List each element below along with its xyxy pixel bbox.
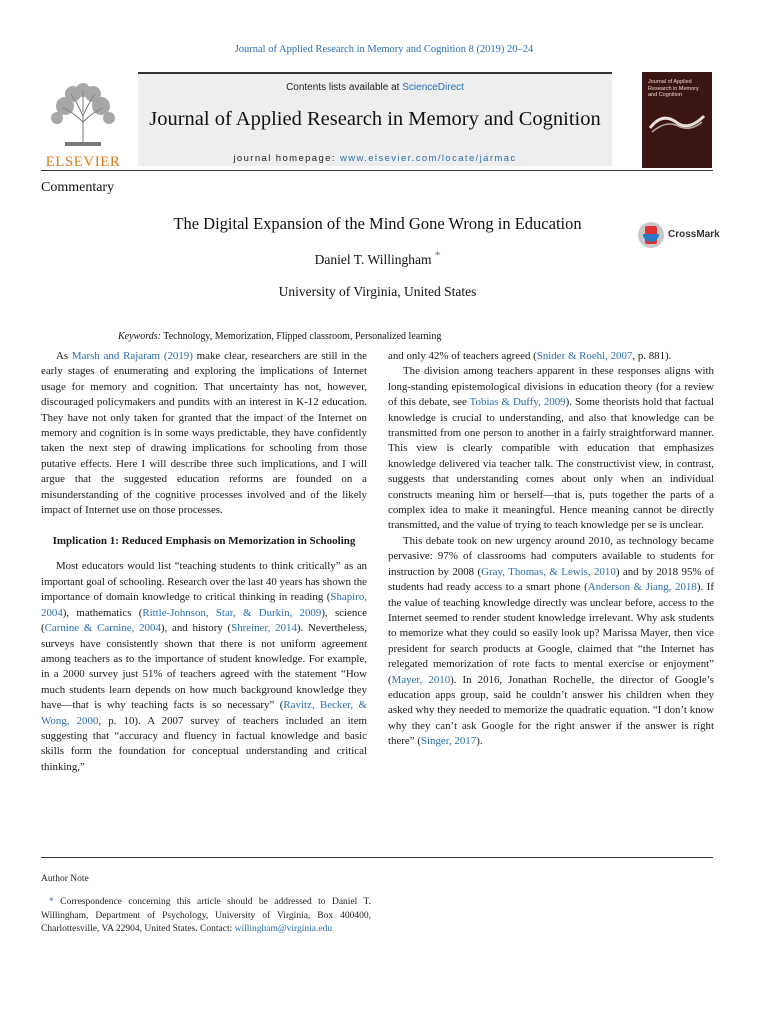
citation-link[interactable]: Ravitz, Becker, & Wong, 2000 bbox=[41, 699, 367, 727]
masthead-band bbox=[138, 72, 612, 166]
author-email-link[interactable]: willingham@virginia.edu bbox=[234, 924, 333, 934]
journal-citation-link[interactable]: Journal of Applied Research in Memory and Cognition 8 (2019) 20–24 bbox=[234, 44, 534, 55]
journal-homepage bbox=[138, 153, 612, 164]
author-affiliation: University of Virginia, United States bbox=[278, 284, 477, 299]
author-note-text: * Correspondence concerning this article should be addressed to Daniel T. Willingham, Department of Psychology, University of Virginia, Box 400400, Charlottesville, VA 22904, United States. Contact: willingham@virginia.edu bbox=[41, 897, 371, 934]
keywords-list: Technology, Memorization, Flipped classroom, Personalized learning bbox=[160, 331, 442, 342]
body-paragraph: Most educators would list “teaching students to think critically” as an important goal of schooling. Research over the last 40 years has shown the importance of domain knowledge to critical thinking in reading (Shapiro, 2004), mathematics (Rittle-Johnson, Star, & Durkin, 2009), science (Carnine & Carnine, 2004), and history (Shreiner, 2014). Nevertheless, surveys have consistently shown that there is not uniform agreement among teachers as to the importance of student knowledge. For example, in a 2000 survey just 51% of teachers agreed with the statement “How much students learn depends on how much background knowledge they have—that is why teaching facts is so necessary” (Ravitz, Becker, & Wong, 2000, p. 10). A 2007 survey of teachers included an item suggesting that “accuracy and fluency in factual knowledge and basic skills form the foundation for conceptual understanding and critical thinking,” bbox=[41, 560, 368, 773]
journal-masthead bbox=[41, 72, 713, 168]
publisher-name: ELSEVIER bbox=[45, 154, 121, 170]
keywords bbox=[118, 331, 441, 342]
citation-link[interactable]: Tobias & Duffy, 2009 bbox=[469, 396, 566, 409]
crossmark-icon bbox=[638, 222, 664, 248]
citation-link[interactable]: Carnine & Carnine, 2004 bbox=[44, 622, 161, 635]
citation-link[interactable]: Rittle-Johnson, Star, & Durkin, 2009 bbox=[142, 606, 322, 619]
contents-availability bbox=[138, 82, 612, 93]
author-name: Daniel T. Willingham bbox=[314, 252, 432, 267]
author-footnote-link[interactable]: * bbox=[434, 249, 441, 262]
journal-cover-image[interactable] bbox=[642, 72, 712, 168]
article-title: The Digital Expansion of the Mind Gone Wrong in Education bbox=[173, 214, 582, 233]
author-note-heading: Author Note bbox=[41, 874, 89, 884]
cover-title: Journal of Applied Research in Memory and Cognition bbox=[648, 79, 699, 98]
crossmark-button[interactable] bbox=[638, 222, 718, 250]
header-divider bbox=[41, 170, 713, 171]
body-column-right bbox=[388, 349, 714, 750]
contents-prefix: Contents lists available at bbox=[286, 82, 403, 93]
citation-link[interactable]: Singer, 2017 bbox=[420, 735, 477, 748]
footnote-marker: * bbox=[49, 897, 54, 907]
sciencedirect-link[interactable]: ScienceDirect bbox=[402, 82, 464, 93]
homepage-url-link[interactable]: www.elsevier.com/locate/jarmac bbox=[339, 153, 517, 164]
citation-link[interactable]: Anderson & Jiang, 2018 bbox=[587, 581, 697, 594]
elsevier-logo[interactable] bbox=[41, 82, 125, 168]
journal-title: Journal of Applied Research in Memory and Cognition bbox=[149, 108, 601, 130]
citation-link[interactable]: Shreiner, 2014 bbox=[231, 622, 297, 635]
crossmark-label: CrossMark bbox=[668, 229, 720, 240]
footnote-divider bbox=[41, 857, 713, 858]
body-column-left bbox=[41, 349, 367, 775]
body-paragraph: As Marsh and Rajaram (2019) make clear, researchers are still in the early stages of enumerating and exploring the implications of Internet usage for memory and cognition. That uncertainty has not, however, discouraged policymakers and pundits with an interest in K-12 education. They have not only taken for granted that the impact of the Internet on memory and cognition is in some ways predictable, they have confidently taken the next step of drawing implications for schooling from those putative effects. Here I will describe three such implications, and I will argue that the suggested education reforms are founded on a misunderstanding of the cognitive processes involved and of the likely impact of Internet use on those processes. bbox=[41, 350, 367, 517]
section-heading: Implication 1: Reduced Emphasis on Memorization in Schooling bbox=[52, 535, 356, 548]
body-paragraph: The division among teachers apparent in these responses aligns with long-standing epistemological divisions in education theory (for a review of this debate, see Tobias & Duffy, 2009). Some theorists hold that factual knowledge is crucial to understanding, and also that knowledge can be transmitted from one person to another in a fairly straightforward manner. This view is clearly compatible with education that emphasizes knowledge delivered via teacher talk. The constructivist view, in contrast, suggests that understanding comes about only when an individual constructs meaning him or herself—that is, puts together the parts of a complex idea to make it meaningful. Hence meaning cannot be directly transmitted, and the value of trying to teach knowledge per se is unclear. bbox=[388, 365, 714, 532]
citation-link[interactable]: Gray, Thomas, & Lewis, 2010 bbox=[481, 565, 616, 578]
body-paragraph: This debate took on new urgency around 2010, as technology became pervasive: 97% of classrooms had computers available to students for instruction by 2008 (Gray, Thomas, & Lewis, 2010) and by 2018 95% of students had ready access to a smart phone (Anderson & Jiang, 2018). If the value of teaching knowledge directly was unclear before, access to the Internet seemed to render student knowledge irrelevant. Why ask students to memorize what they could so easily look up? Marissa Mayer, then vice president for search products at Google, claimed that “the Internet has relegated memorization of rote facts to mental exercise or enjoyment” (Mayer, 2010). In 2016, Jonathan Rochelle, the director of Google’s education apps group, said he couldn’t answer his children when they asked why they needed to memorize the quadratic equation. “I don’t know why they can’t ask Google for the right answer if the answer is right there” (Singer, 2017). bbox=[388, 534, 714, 748]
article-type: Commentary bbox=[41, 180, 115, 195]
keywords-label: Keywords: bbox=[118, 331, 161, 342]
citation-link[interactable]: Marsh and Rajaram (2019) bbox=[71, 350, 193, 362]
author-byline bbox=[0, 249, 755, 268]
homepage-label: journal homepage: bbox=[233, 153, 340, 164]
citation-link[interactable]: Shapiro, 2004 bbox=[41, 591, 367, 619]
citation-link[interactable]: Mayer, 2010 bbox=[391, 673, 451, 686]
body-paragraph: and only 42% of teachers agreed (Snider & Roehl, 2007, p. 881). bbox=[388, 350, 672, 362]
cover-ribbon-graphic bbox=[648, 110, 706, 136]
citation-link[interactable]: Snider & Roehl, 2007 bbox=[536, 350, 633, 362]
elsevier-tree-icon bbox=[45, 82, 121, 148]
